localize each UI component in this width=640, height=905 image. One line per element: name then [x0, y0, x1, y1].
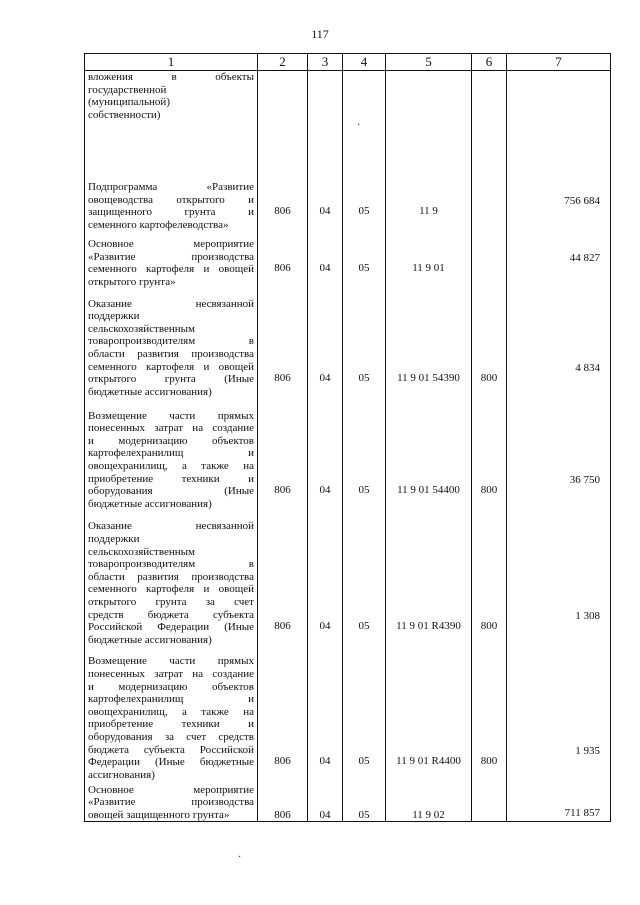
cell-amount: 756 684: [507, 121, 611, 231]
description-line: приобретение техники и: [88, 718, 254, 731]
cell-c4: [343, 71, 386, 122]
row-description: [85, 781, 258, 822]
cell-c6: 800: [472, 646, 507, 781]
cell-c3: [308, 71, 343, 122]
cell-amount: 4 834: [507, 288, 611, 398]
table-row: [85, 398, 611, 510]
cell-c4: 05: [343, 121, 386, 231]
cell-c6: 800: [472, 398, 507, 510]
description-line: сельскохозяйственным: [88, 322, 195, 335]
description-line: Оказание несвязанной: [88, 520, 254, 533]
description-line: бюджетные ассигнования): [88, 633, 212, 646]
description-line: понесенных затрат на создание: [88, 668, 254, 681]
description-line: понесенных затрат на создание: [88, 422, 254, 435]
cell-c5: 11 9 01 54400: [386, 398, 472, 510]
budget-table: [84, 53, 611, 822]
description-line: Оказание несвязанной: [88, 297, 254, 310]
description-line: Подпрограмма «Развитие: [88, 181, 254, 193]
description-line: области развития производства: [88, 570, 254, 583]
cell-c6: 800: [472, 510, 507, 646]
description-line: «Развитие производства: [88, 796, 254, 809]
description-line: Возмещение части прямых: [88, 655, 254, 668]
cell-amount: [507, 71, 611, 122]
cell-c6: [472, 781, 507, 822]
description-line: семенного картофеля и овощей: [88, 583, 254, 596]
description-line: оборудования за счет средств: [88, 731, 254, 743]
description-line: оборудования (Иные: [88, 485, 254, 498]
description-line: поддержки: [88, 533, 140, 546]
scan-mark: ·: [238, 852, 242, 863]
cell-c4: 05: [343, 288, 386, 398]
description-line: защищенного грунта и: [88, 206, 254, 219]
cell-c3: 04: [308, 398, 343, 510]
description-line: овощей защищенного грунта»: [88, 808, 230, 821]
description-line: открытого грунта»: [88, 275, 176, 288]
cell-c3: 04: [308, 231, 343, 288]
cell-c4: 05: [343, 398, 386, 510]
cell-c5: 11 9 01 R4400: [386, 646, 472, 781]
table-row: [85, 231, 611, 288]
row-description: [85, 510, 258, 646]
cell-c6: [472, 121, 507, 231]
description-line: поддержки: [88, 310, 140, 323]
header-row: [85, 54, 611, 71]
cell-amount: 1 935: [507, 646, 611, 781]
description-line: картофелехранилищ и: [88, 693, 254, 706]
description-line: открытого грунта за счет: [88, 596, 254, 608]
row-description: [85, 646, 258, 781]
cell-c2: 806: [258, 121, 308, 231]
row-description: [85, 71, 258, 122]
cell-c2: 806: [258, 510, 308, 646]
cell-c4: 05: [343, 231, 386, 288]
description-line: овощехранилищ, а также на: [88, 705, 254, 718]
table-row: [85, 121, 611, 231]
description-line: области развития производства: [88, 348, 254, 360]
cell-c5: 11 9 01: [386, 231, 472, 288]
row-description: [85, 398, 258, 510]
cell-c5: 11 9: [386, 121, 472, 231]
description-line: (муниципальной): [88, 96, 170, 109]
description-line: государственной: [88, 83, 167, 96]
description-line: Возмещение части прямых: [88, 409, 254, 422]
cell-amount: 711 857: [507, 781, 611, 822]
description-line: Федерации (Иные бюджетные: [88, 756, 254, 769]
header-cell: 7: [507, 54, 611, 71]
table-row: [85, 71, 611, 122]
cell-c2: 806: [258, 231, 308, 288]
cell-c5: 11 9 01 54390: [386, 288, 472, 398]
page-number: 117: [311, 27, 329, 41]
cell-c4: 05: [343, 510, 386, 646]
header-cell: 1: [85, 54, 258, 71]
cell-c4: 05: [343, 646, 386, 781]
description-line: Российской Федерации (Иные: [88, 621, 254, 634]
cell-amount: 1 308: [507, 510, 611, 646]
cell-c2: 806: [258, 646, 308, 781]
cell-amount: 44 827: [507, 231, 611, 288]
row-description: [85, 121, 258, 231]
cell-c6: [472, 71, 507, 122]
description-line: открытого грунта (Иные: [88, 373, 254, 386]
cell-c6: 800: [472, 288, 507, 398]
description-line: Основное мероприятие: [88, 238, 254, 250]
cell-c3: 04: [308, 646, 343, 781]
scan-mark: ·: [357, 120, 361, 131]
description-line: собственности): [88, 108, 161, 121]
table-row: [85, 510, 611, 646]
header-cell: 6: [472, 54, 507, 71]
description-line: «Развитие производства: [88, 250, 254, 263]
description-line: овощехранилищ, а также на: [88, 460, 254, 472]
header-cell: 2: [258, 54, 308, 71]
table-row: [85, 288, 611, 398]
description-line: семенного картофеля и овощей: [88, 263, 254, 276]
description-line: семенного картофелеводства»: [88, 218, 229, 231]
description-line: и модернизацию объектов: [88, 680, 254, 693]
description-line: бюджетные ассигнования): [88, 497, 212, 510]
description-line: бюджета субъекта Российской: [88, 743, 254, 756]
description-line: семенного картофеля и овощей: [88, 360, 254, 373]
description-line: средств бюджета субъекта: [88, 608, 254, 621]
cell-c5: [386, 71, 472, 122]
description-line: Основное мероприятие: [88, 783, 254, 796]
description-line: вложения в объекты: [88, 71, 254, 83]
header-cell: 3: [308, 54, 343, 71]
description-line: сельскохозяйственным: [88, 545, 195, 558]
cell-c6: [472, 231, 507, 288]
cell-amount: 36 750: [507, 398, 611, 510]
row-description: [85, 231, 258, 288]
description-line: бюджетные ассигнования): [88, 385, 212, 398]
table-row: [85, 646, 611, 781]
description-line: приобретение техники и: [88, 472, 254, 485]
cell-c3: 04: [308, 121, 343, 231]
cell-c3: 04: [308, 510, 343, 646]
cell-c3: 04: [308, 288, 343, 398]
cell-c2: 806: [258, 781, 308, 822]
description-line: ассигнования): [88, 768, 155, 781]
cell-c2: 806: [258, 288, 308, 398]
cell-c3: 04: [308, 781, 343, 822]
description-line: и модернизацию объектов: [88, 434, 254, 447]
row-description: [85, 288, 258, 398]
description-line: овощеводства открытого и: [88, 193, 254, 206]
cell-c2: [258, 71, 308, 122]
description-line: товаропроизводителям в: [88, 558, 254, 571]
description-line: товаропроизводителям в: [88, 335, 254, 348]
cell-c4: 05: [343, 781, 386, 822]
cell-c2: 806: [258, 398, 308, 510]
description-line: картофелехранилищ и: [88, 447, 254, 460]
table-row: [85, 781, 611, 822]
header-cell: 4: [343, 54, 386, 71]
cell-c5: 11 9 01 R4390: [386, 510, 472, 646]
cell-c5: 11 9 02: [386, 781, 472, 822]
header-cell: 5: [386, 54, 472, 71]
